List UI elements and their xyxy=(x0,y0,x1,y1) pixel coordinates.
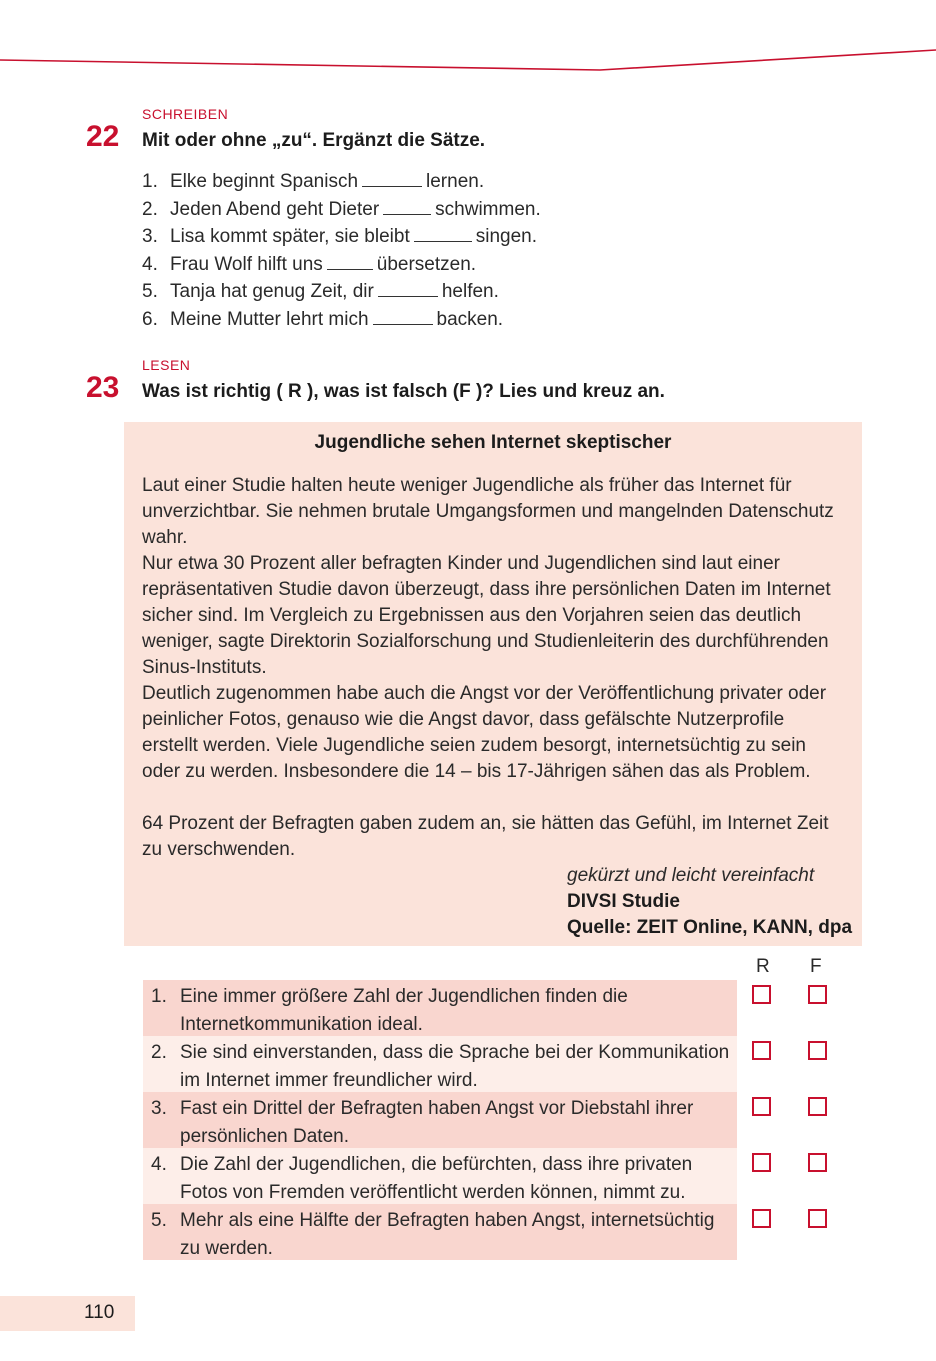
page-number-tab xyxy=(0,1296,135,1331)
fill-blank[interactable] xyxy=(414,225,472,242)
fill-blank[interactable] xyxy=(373,308,433,325)
exercise-22-instruction: Mit oder ohne „zu“. Ergänzt die Sätze. xyxy=(142,130,486,151)
checkbox-f-3[interactable] xyxy=(808,1097,827,1116)
checkbox-f-5[interactable] xyxy=(808,1209,827,1228)
checkbox-f-1[interactable] xyxy=(808,985,827,1004)
article-source: Quelle: ZEIT Online, KANN, dpa xyxy=(567,917,853,938)
article-paragraph: Deutlich zugenommen habe auch die Angst vor der Veröffentlichung privater oder peinlicher Fotos, genauso wie die Angst davor, dass gefälschte Nutzerprofile erstellt werden. Viele Jugendliche seien zudem besorgt, internetsüchtig zu sein oder zu werden. Insbesondere die 14 – bis 17-Jährigen sähen das als Problem. xyxy=(142,683,827,782)
list-item: 5. Tanja hat genug Zeit, dir helfen. xyxy=(142,281,499,303)
section-label-schreiben: SCHREIBEN xyxy=(142,106,229,122)
header-rule xyxy=(0,40,936,80)
exercise-22-list xyxy=(142,168,541,334)
exercise-23-instruction: Was ist richtig ( R ), was ist falsch (F )? Lies und kreuz an. xyxy=(142,381,665,402)
article-paragraph: 64 Prozent der Befragten gaben zudem an, sie hätten das Gefühl, im Internet Zeit zu verschwenden. xyxy=(142,813,829,860)
section-label-lesen: LESEN xyxy=(142,357,191,373)
article-note: gekürzt und leicht vereinfacht xyxy=(567,865,815,886)
checkbox-r-4[interactable] xyxy=(752,1153,771,1172)
column-header-r: R xyxy=(756,956,770,977)
checkbox-r-5[interactable] xyxy=(752,1209,771,1228)
article-title: Jugendliche sehen Internet skeptischer xyxy=(314,432,672,453)
statement-row-3: 3. Fast ein Drittel der Befragten haben Angst vor Diebstahl ihrer persönlichen Daten. xyxy=(143,1092,737,1148)
checkbox-r-2[interactable] xyxy=(752,1041,771,1060)
statement-row-4: 4. Die Zahl der Jugendlichen, die befürchten, dass ihre privaten Fotos von Fremden veröffentlicht werden können, nimmt zu. xyxy=(143,1148,737,1204)
statement-row-2: 2. Sie sind einverstanden, dass die Sprache bei der Kommunikation im Internet immer freundlicher wird. xyxy=(143,1036,737,1092)
article-box xyxy=(124,422,862,946)
fill-blank[interactable] xyxy=(327,253,373,270)
list-item: 6. Meine Mutter lehrt mich backen. xyxy=(142,308,504,330)
list-item: 2. Jeden Abend geht Dieter schwimmen. xyxy=(142,198,541,220)
fill-blank[interactable] xyxy=(362,170,422,187)
article-study: DIVSI Studie xyxy=(567,891,680,912)
fill-blank[interactable] xyxy=(378,280,438,297)
page-number: 110 xyxy=(84,1302,115,1323)
exercise-number-23: 23 xyxy=(86,371,120,404)
fill-blank[interactable] xyxy=(383,198,431,215)
statement-row-5: 5. Mehr als eine Hälfte der Befragten haben Angst, internetsüchtig zu werden. xyxy=(143,1204,737,1260)
checkbox-f-4[interactable] xyxy=(808,1153,827,1172)
list-item: 4. Frau Wolf hilft uns übersetzen. xyxy=(142,253,477,275)
column-header-f: F xyxy=(810,956,822,977)
checkbox-r-1[interactable] xyxy=(752,985,771,1004)
checkbox-f-2[interactable] xyxy=(808,1041,827,1060)
list-item: 3. Lisa kommt später, sie bleibt singen. xyxy=(142,226,537,248)
article-paragraph: Nur etwa 30 Prozent aller befragten Kinder und Jugendlichen sind laut einer repräsentativen Studie davon überzeugt, dass ihre persönlichen Daten im Internet sicher sind. Im Vergleich zu Ergebnissen aus den Vorjahren seien das deutlich weniger, sagte Direktorin Sozialforschung und Studienleiterin des durchführenden Sinus-Instituts. xyxy=(142,553,831,678)
checkbox-r-3[interactable] xyxy=(752,1097,771,1116)
list-item: 1. Elke beginnt Spanisch lernen. xyxy=(142,171,485,192)
exercise-number-22: 22 xyxy=(86,120,120,153)
statement-row-1: 1. Eine immer größere Zahl der Jugendlichen finden die Internetkommunikation ideal. xyxy=(143,980,737,1036)
article-paragraph: Laut einer Studie halten heute weniger Jugendliche als früher das Internet für unverzichtbar. Sie nehmen brutale Umgangsformen und mangelnden Datenschutz wahr. xyxy=(142,475,834,548)
